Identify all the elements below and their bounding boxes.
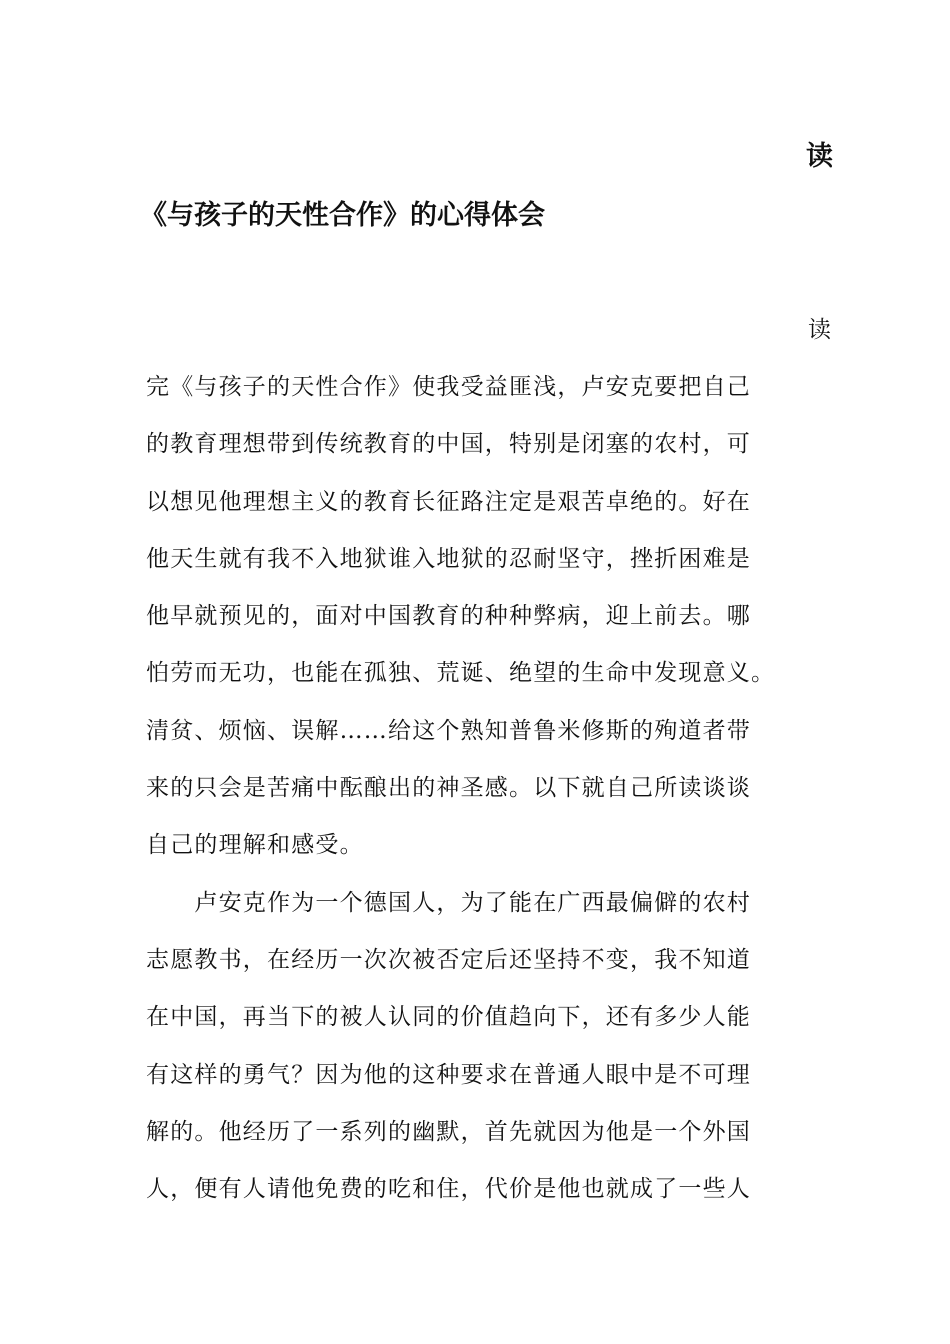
text-line: 有这样的勇气？因为他的这种要求在普通人眼中是不可理 — [146, 1061, 751, 1088]
text-line: 他早就预见的，面对中国教育的种种弊病，迎上前去。哪 — [146, 603, 751, 630]
title-line-1: 读 — [806, 141, 833, 172]
text-line: 怕劳而无功，也能在孤独、荒诞、绝望的生命中发现意义。 — [146, 660, 776, 687]
text-line: 以想见他理想主义的教育长征路注定是艰苦卓绝的。好在 — [146, 488, 751, 515]
text-line: 来的只会是苦痛中酝酿出的神圣感。以下就自己所读谈谈 — [146, 775, 751, 802]
text-line: 的教育理想带到传统教育的中国，特别是闭塞的农村，可 — [146, 431, 751, 458]
text-line: 清贫、烦恼、误解……给这个熟知普鲁米修斯的殉道者带 — [146, 717, 751, 744]
text-line: 自己的理解和感受。 — [146, 832, 364, 859]
body-text — [146, 370, 826, 1229]
text-line: 解的。他经历了一系列的幽默，首先就因为他是一个外国 — [146, 1118, 751, 1145]
text-line: 人，便有人请他免费的吃和住，代价是他也就成了一些人 — [146, 1176, 751, 1203]
text-line: 完《与孩子的天性合作》使我受益匪浅，卢安克要把自己 — [146, 374, 751, 400]
paragraph-start-char: 读 — [808, 317, 831, 343]
text-line: 志愿教书，在经历一次次被否定后还坚持不变，我不知道 — [146, 946, 751, 973]
text-line: 卢安克作为一个德国人，为了能在广西最偏僻的农村 — [146, 889, 751, 916]
title-line-2: 《与孩子的天性合作》的心得体会 — [140, 200, 545, 231]
text-line: 在中国，再当下的被人认同的价值趋向下，还有多少人能 — [146, 1004, 751, 1031]
text-line: 他天生就有我不入地狱谁入地狱的忍耐坚守，挫折困难是 — [146, 545, 751, 572]
